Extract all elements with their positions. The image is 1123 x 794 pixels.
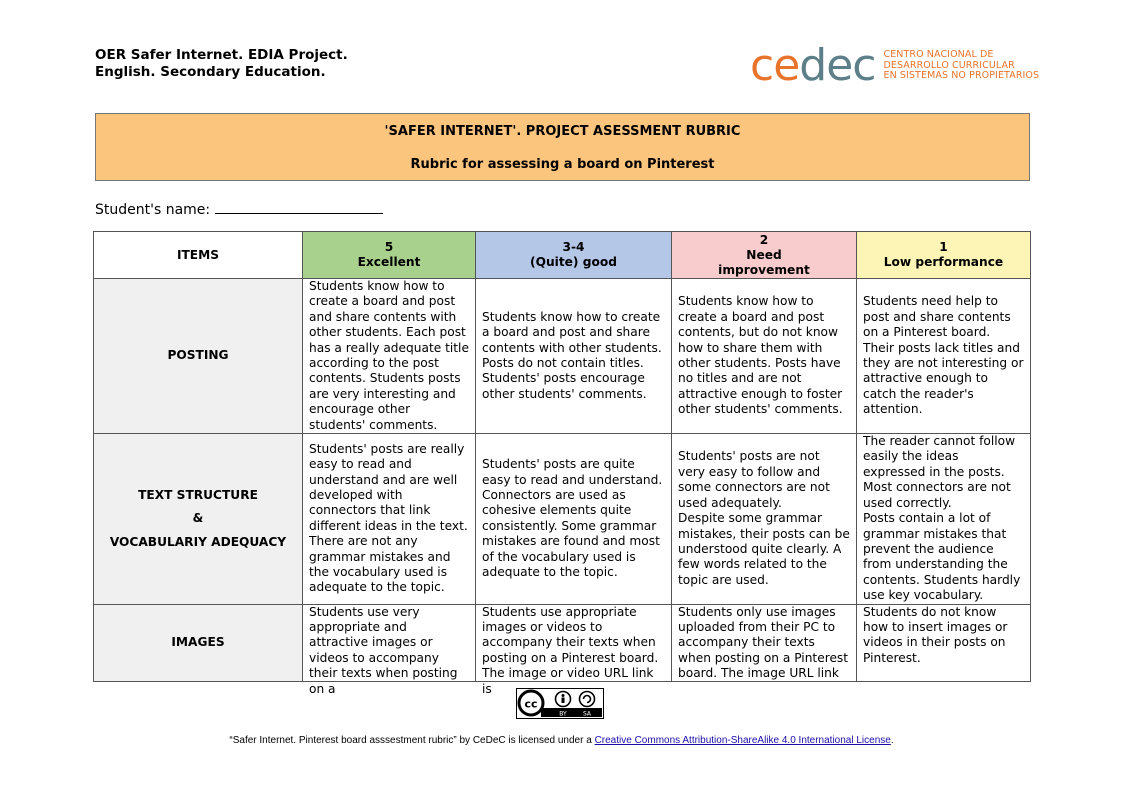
cc-badge-icon — [517, 689, 602, 717]
banner-subtitle: Rubric for assessing a board on Pinterest — [410, 157, 715, 172]
header-34-number: 3-4 — [562, 240, 585, 254]
images-score-1 — [857, 604, 1031, 681]
table-row-posting — [94, 279, 1031, 434]
table-row-images — [94, 604, 1031, 681]
banner-title: 'SAFER INTERNET'. PROJECT ASESSMENT RUBRIC — [384, 124, 741, 139]
table-row-text-structure — [94, 434, 1031, 604]
student-name-field — [95, 199, 383, 218]
student-name-blank — [215, 199, 383, 214]
header-5-label: Excellent — [357, 255, 421, 269]
logo-sub-line-3: EN SISTEMAS NO PROPIETARIOS — [883, 70, 1040, 82]
license-link[interactable]: Creative Commons Attribution-ShareAlike 4.0 International License — [594, 735, 891, 746]
header-score-3-4 — [476, 232, 672, 279]
item-posting: POSTING — [94, 279, 303, 434]
item-text-line-1: TEXT STRUCTURE — [138, 487, 258, 502]
rubric-table — [93, 231, 1031, 696]
license-text: “Safer Internet. Pinterest board asssestment rubric” by CeDeC is licensed under a — [229, 735, 595, 746]
document-header — [95, 47, 348, 81]
table-header-row — [94, 232, 1031, 279]
logo-word-part-a: ce — [750, 40, 800, 91]
header-2-number: 2 — [759, 232, 769, 247]
logo-subtitle — [883, 50, 1039, 82]
images-score-5-text: Students use very appropriate and attractive images or videos to accompany their texts when posting on a — [309, 604, 458, 696]
text-score-2 — [672, 434, 857, 604]
header-items: ITEMS — [94, 232, 303, 279]
text-score-2-part-2: Despite some grammar mistakes, their posts can be understood quite clearly. A few words related to the topic are used. — [678, 511, 850, 587]
svg-text:cc: cc — [524, 697, 538, 711]
item-text-line-3: VOCABULARIY ADEQUACY — [109, 534, 287, 549]
student-name-label: Student's name: — [95, 202, 211, 218]
cc-badge-sa: SA — [582, 710, 592, 718]
header-34-label: (Quite) good — [530, 255, 617, 269]
cc-badge-by: BY — [559, 710, 567, 718]
posting-score-2: Students know how to create a board and post contents, but do not know how to share them with other students. Posts have no titles and are not attractive enough to foster other students' comments. — [672, 279, 857, 434]
text-score-5: Students' posts are really easy to read and understand and are well developed with connectors that link different ideas in the text. There are not any grammar mistakes and the vocabulary used is adequate to the topic. — [303, 434, 476, 604]
text-score-3-4: Students' posts are quite easy to read and understand. Connectors are used as cohesive elements quite consistently. Some grammar mistakes are found and most of the vocabulary used is adequate to the topic. — [476, 434, 672, 604]
text-score-1 — [857, 434, 1031, 604]
text-score-2-part-1: Students' posts are not very easy to follow and some connectors are not used adequately. — [678, 449, 830, 510]
license-footer — [0, 735, 1123, 746]
header-1-number: 1 — [939, 240, 948, 254]
logo-sub-line-2: DESARROLLO CURRICULAR — [883, 59, 1015, 71]
header-score-2 — [672, 232, 857, 279]
license-end: . — [890, 735, 894, 746]
header-2-label-2: improvement — [718, 262, 810, 277]
logo-wordmark — [750, 40, 876, 91]
text-score-1-part-2: Posts contain a lot of grammar mistakes that prevent the audience from understanding the contents. Students hardly use key vocabulary. — [863, 511, 1021, 603]
cc-by-sa-badge[interactable] — [516, 688, 604, 719]
header-2-label-1: Need — [746, 247, 782, 262]
item-text-line-2: & — [192, 511, 204, 526]
posting-score-1: Students need help to post and share contents on a Pinterest board. Their posts lack titles and they are not interesting or attractive enough to catch the reader's attention. — [857, 279, 1031, 434]
images-score-2-text: Students only use images uploaded from their PC to accompany their texts when posting on a Pinterest board. The image URL link — [678, 604, 849, 681]
item-text-structure — [94, 434, 303, 604]
header-score-5 — [303, 232, 476, 279]
header-line-1: OER Safer Internet. EDIA Project. — [95, 47, 348, 63]
images-score-2 — [672, 604, 857, 681]
header-1-label: Low performance — [883, 255, 1004, 269]
images-score-3-4-text: Students use appropriate images or videos to accompany their texts when posting on a Pinterest board. The image or video URL link is — [482, 604, 659, 696]
item-images: IMAGES — [94, 604, 303, 681]
header-5-number: 5 — [384, 240, 394, 254]
images-score-3-4 — [476, 604, 672, 696]
rubric-banner — [95, 113, 1030, 181]
images-score-1-text: Students do not know how to insert images or videos in their posts on Pinterest. — [863, 604, 1008, 665]
header-score-1 — [857, 232, 1031, 279]
posting-score-5: Students know how to create a board and post and share contents with other students. Each post has a really adequate title according to the post contents. Students posts are very interesting and encourage other students' comments. — [303, 279, 476, 434]
logo-sub-line-1: CENTRO NACIONAL DE — [883, 49, 994, 61]
logo-word-part-b: dec — [799, 40, 876, 91]
header-line-2: English. Secondary Education. — [95, 64, 326, 80]
cedec-logo — [750, 40, 1040, 91]
images-score-5 — [303, 604, 476, 696]
posting-score-3-4: Students know how to create a board and post and share contents with other students. Posts do not contain titles. Students' posts encourage other students' comments. — [476, 279, 672, 434]
text-score-1-part-1: The reader cannot follow easily the ideas expressed in the posts. Most connectors are not used correctly. — [863, 434, 1016, 510]
